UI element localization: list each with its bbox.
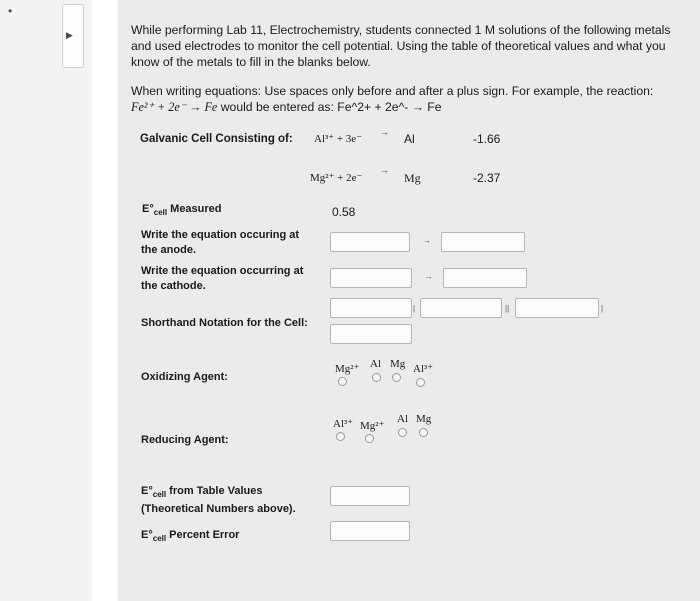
percent-error-input[interactable] <box>330 521 410 541</box>
percent-error-label <box>141 528 239 546</box>
cell-subscript: cell <box>153 208 168 218</box>
shorthand-single-bar-2: | <box>601 304 604 313</box>
oxidizing-option-al: Al <box>370 358 381 370</box>
oxidizing-option-mg2: Mg²⁺ <box>335 363 360 375</box>
reducing-option-al: Al <box>397 413 408 425</box>
shorthand-field-3[interactable] <box>515 298 599 318</box>
anode-left-input[interactable] <box>330 232 410 252</box>
theoretical-label-line1 <box>141 484 296 502</box>
oxidizing-radio-al[interactable] <box>372 373 381 382</box>
shorthand-single-bar-1: | <box>413 304 416 313</box>
anode-right-input[interactable] <box>441 232 525 252</box>
example-entry: Fe^2+ + 2e^- → Fe <box>337 100 442 114</box>
cathode-right-input[interactable] <box>443 268 527 288</box>
anode-label-line1: Write the equation occuring at <box>141 229 300 241</box>
oxidizing-option-al3: Al³⁺ <box>413 363 434 375</box>
dot-icon: • <box>8 4 13 18</box>
shorthand-double-bar: || <box>505 304 510 313</box>
equation-note <box>131 83 691 115</box>
oxidizing-agent-label: Oxidizing Agent: <box>141 371 228 383</box>
reducing-option-mg: Mg <box>416 413 432 425</box>
oxidizing-option-mg: Mg <box>390 358 406 370</box>
theoretical-label <box>141 484 296 517</box>
reducing-radio-mg[interactable] <box>419 428 428 437</box>
reaction-2-left: Mg²⁺ + 2e⁻ <box>310 172 363 184</box>
percent-error-text: Percent Error <box>169 529 240 541</box>
reaction-1-left: Al³⁺ + 3e⁻ <box>314 133 362 145</box>
reducing-option-al3: Al³⁺ <box>333 418 354 430</box>
oxidizing-radio-mg2[interactable] <box>338 377 347 386</box>
left-strip <box>0 0 92 601</box>
reaction-1-right: Al <box>404 132 415 146</box>
reaction-2-right: Mg <box>404 171 421 185</box>
anode-label <box>141 228 299 258</box>
e-symbol: E° <box>141 529 153 541</box>
shorthand-field-1[interactable] <box>330 298 412 318</box>
cathode-label-line2: the cathode. <box>141 280 206 292</box>
reaction-1-potential: -1.66 <box>473 132 501 146</box>
equation-note-line: When writing equations: Use spaces only before and after a plus sign. For example, the reaction: <box>131 84 654 98</box>
anode-label-line2: the anode. <box>141 244 197 256</box>
reaction-1-arrow: → <box>380 127 389 137</box>
shorthand-field-4[interactable] <box>330 324 412 344</box>
shorthand-field-2[interactable] <box>420 298 502 318</box>
shorthand-label: Shorthand Notation for the Cell: <box>141 317 308 329</box>
reducing-radio-al[interactable] <box>398 428 407 437</box>
anode-arrow: → <box>423 236 431 245</box>
cathode-label <box>141 264 303 294</box>
e-cell-measured-label <box>142 202 222 220</box>
would-be-text: would be entered as: <box>220 100 334 114</box>
reducing-agent-label: Reducing Agent: <box>141 434 229 446</box>
reaction-2-potential: -2.37 <box>473 171 501 185</box>
example-typeset: Fe²⁺ + 2e⁻ → Fe <box>131 100 218 114</box>
theoretical-text: from Table Values <box>169 485 263 497</box>
reducing-option-mg2: Mg²⁺ <box>360 420 385 432</box>
intro-text: While performing Lab 11, Electrochemistry, students connected 1 M solutions of the following metals and used electrodes to monitor the cell potential. Using the table of theoretical values and what you know of the metals to fill in the blanks below. <box>131 23 671 69</box>
oxidizing-radio-al3[interactable] <box>416 378 425 387</box>
theoretical-input[interactable] <box>330 486 410 506</box>
equation-example-line <box>131 99 691 115</box>
oxidizing-radio-mg[interactable] <box>392 373 401 382</box>
cell-subscript: cell <box>152 534 167 544</box>
cathode-label-line1: Write the equation occurring at <box>141 265 304 277</box>
e-symbol: E° <box>141 485 153 497</box>
reducing-radio-mg2[interactable] <box>365 434 374 443</box>
theoretical-label-line2: (Theoretical Numbers above). <box>141 503 296 516</box>
cell-subscript: cell <box>152 490 167 500</box>
reducing-radio-al3[interactable] <box>336 432 345 441</box>
reaction-2-arrow: → <box>380 165 389 175</box>
cathode-left-input[interactable] <box>330 268 412 288</box>
cathode-arrow: → <box>425 272 433 281</box>
e-symbol: E° <box>142 203 154 215</box>
measured-text: Measured <box>170 203 222 215</box>
galvanic-cell-label: Galvanic Cell Consisting of: <box>140 133 293 145</box>
chevron-right-icon[interactable]: ▶ <box>66 30 73 40</box>
e-cell-measured-value: 0.58 <box>332 205 356 219</box>
